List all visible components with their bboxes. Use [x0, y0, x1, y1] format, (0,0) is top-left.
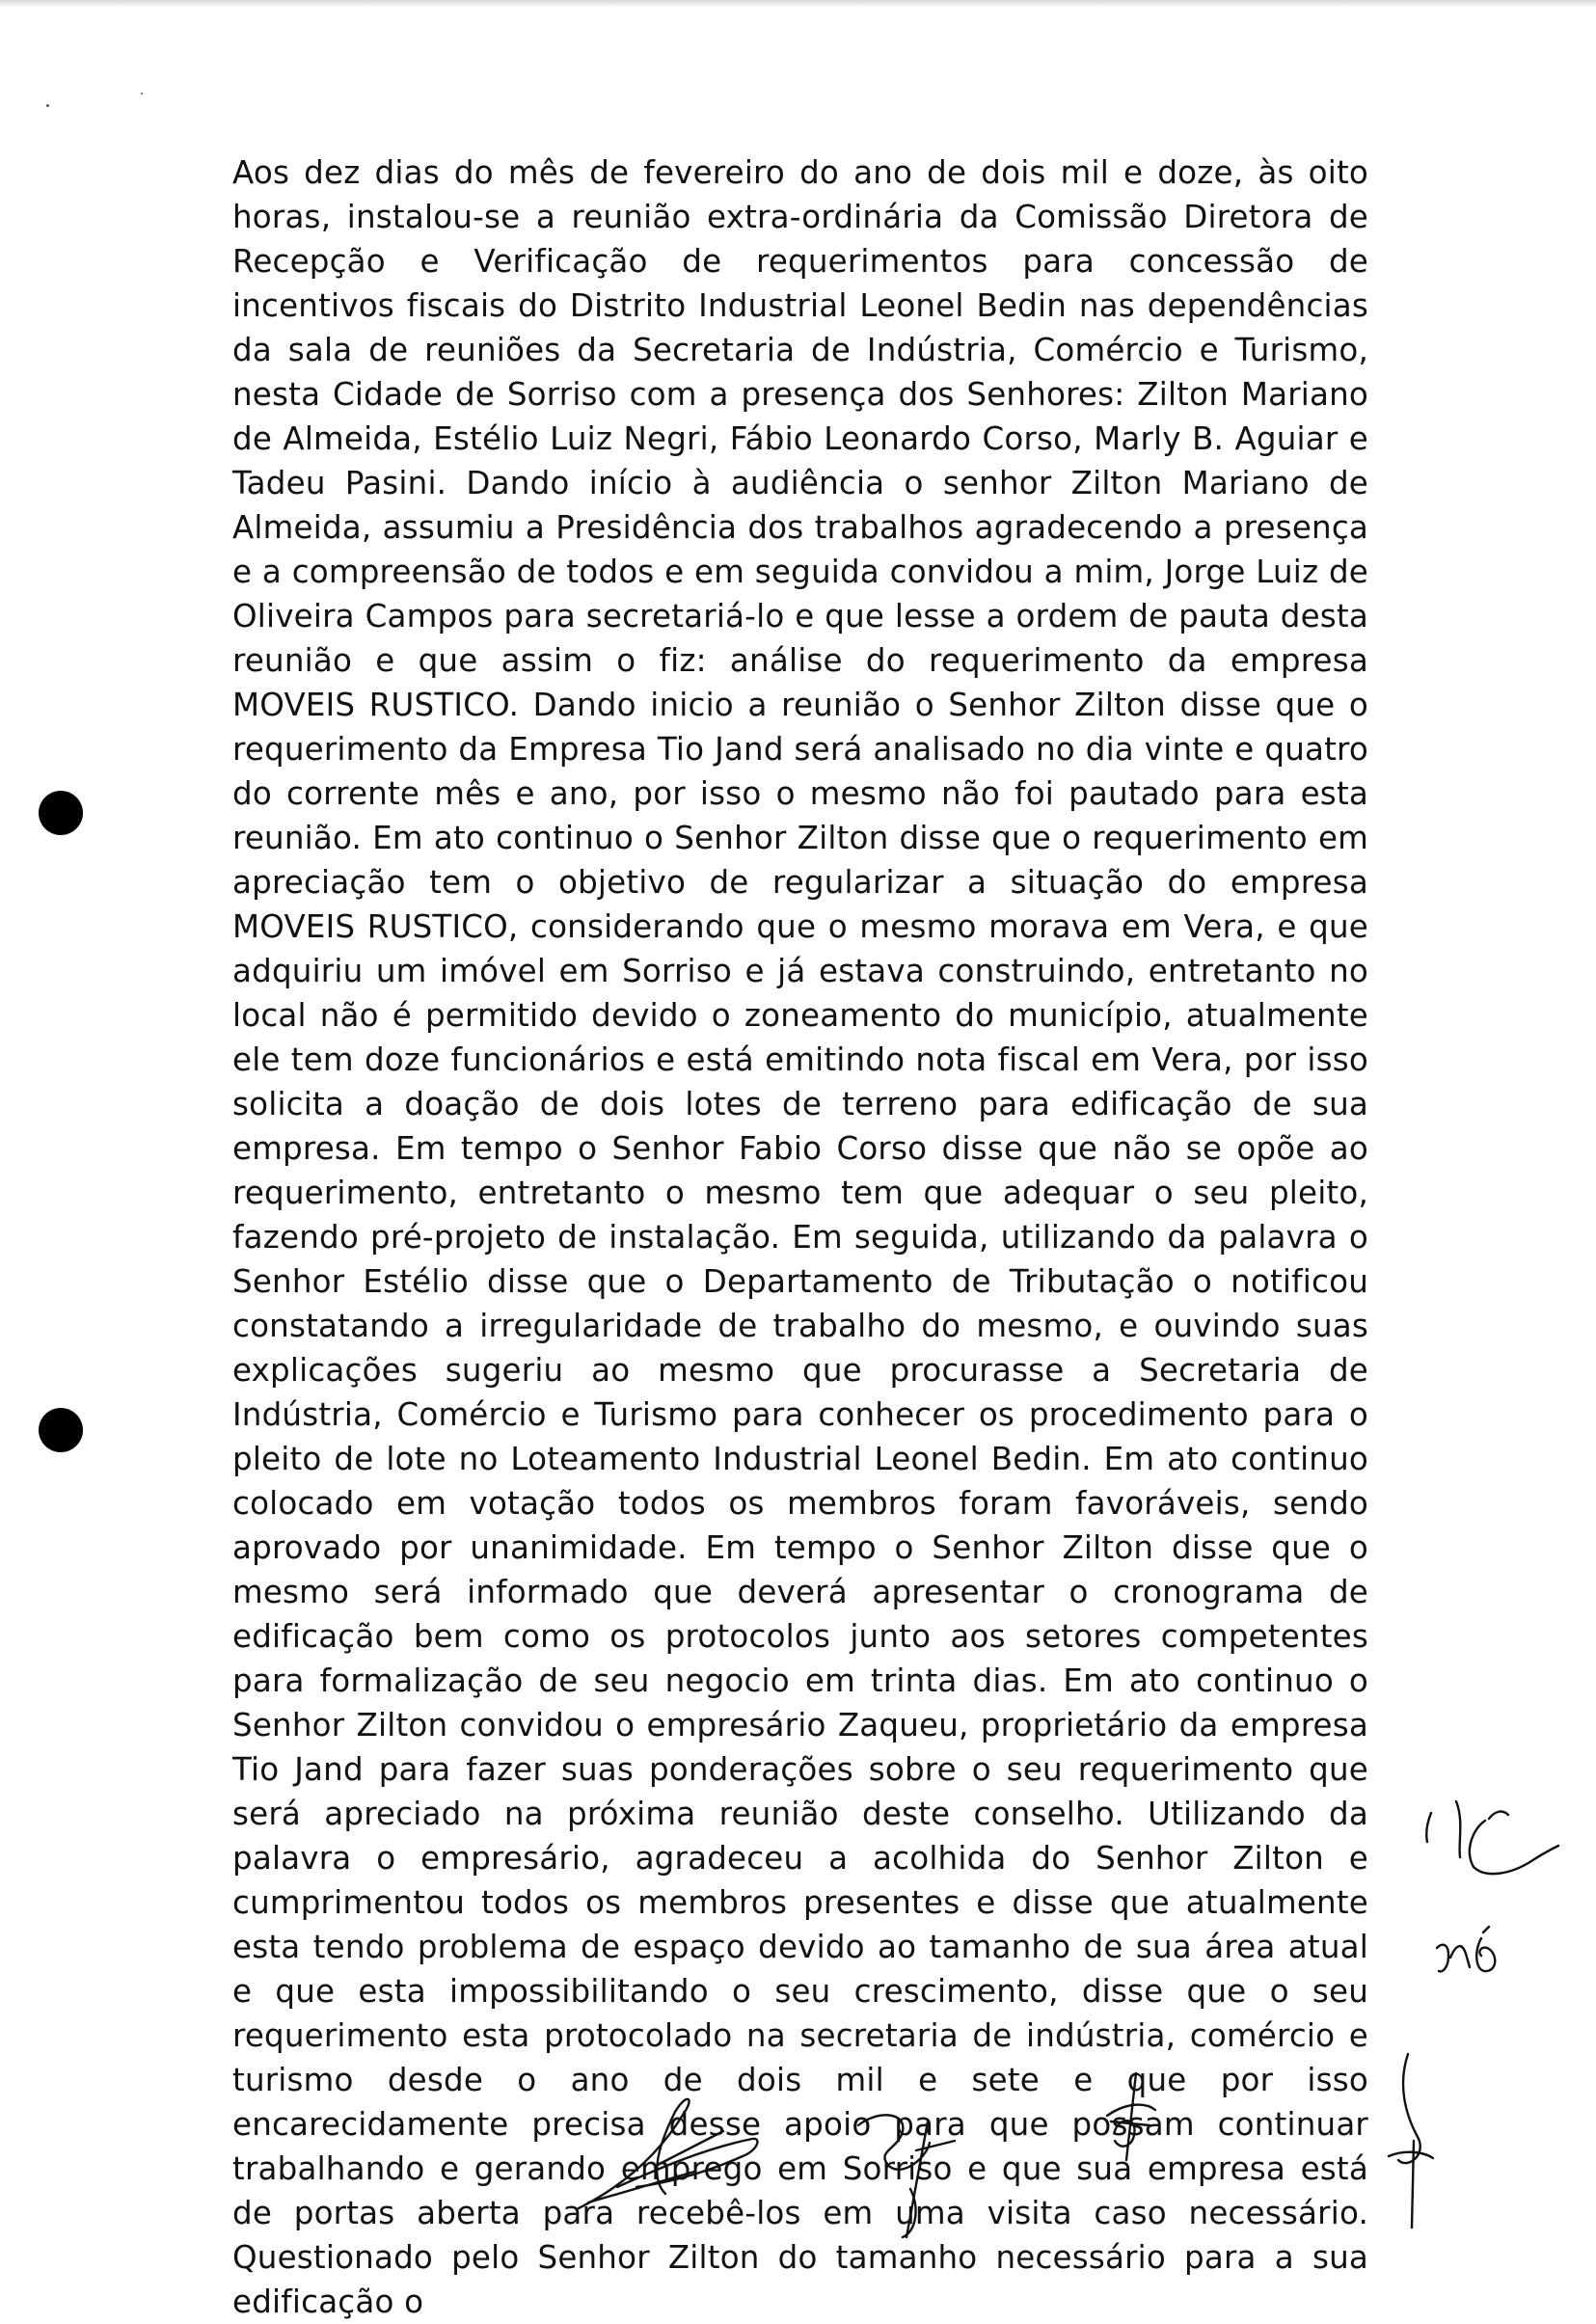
signature-4 — [1369, 2044, 1447, 2237]
scan-edge-shadow — [0, 0, 1596, 8]
minutes-paragraph: Aos dez dias do mês de fevereiro do ano de dois mil e doze, às oito horas, instalou-se a reunião extra-ordinária da Comissão Diretora de Recepção e Verificação de requerimentos para concessão de incentivos fiscais do Distrito Industrial Leonel Bedin nas dependências da sala de reuniões da Secretaria de Indústria, Comércio e Turismo, nesta Cidade de Sorriso com a presença dos Senhores: Zilton Mariano de Almeida, Estélio Luiz Negri, Fábio Leonardo Corso, Marly B. Aguiar e Tadeu Pasini. Dando início à audiência o senhor Zilton Mariano de Almeida, assumiu a Presidência dos trabalhos agradecendo a presença e a compreensão de todos e em seguida convidou a mim, Jorge Luiz de Oliveira Campos para secretariá-lo e que lesse a ordem de pauta desta reunião e que assim o fiz: análise do requerimento da empresa MOVEIS RUSTICO. Dando inicio a reunião o Senhor Zilton disse que o requerimento da Empresa Tio Jand será analisado no dia vinte e quatro do corrente mês e ano, por isso o mesmo não foi pautado para esta reunião. Em ato continuo o Senhor Zilton disse que o requerimento em apreciação tem o objetivo de regularizar a situação do empresa MOVEIS RUSTICO, considerando que o mesmo morava em Vera, e que adquiriu um imóvel em Sorriso e já estava construindo, entretanto no local não é permitido devido o zoneamento do município, atualmente ele tem doze funcionários e está emitindo nota fiscal em Vera, por isso solicita a doação de dois lotes de terreno para edificação de sua empresa. Em tempo o Senhor Fabio Corso disse que não se opõe ao requerimento, entretanto o mesmo tem que adequar o seu pleito, fazendo pré-projeto de instalação. Em seguida, utilizando da palavra o Senhor Estélio disse que o Departamento de Tributação o notificou constatando a irregularidade de trabalho do mesmo, e ouvindo suas explicações sugeriu ao mesmo que procurasse a Secretaria de Indústria, Comércio e Turismo para conhecer os procedimento para o pleito de lote no Loteamento Industrial Leonel Bedin. Em ato continuo colocado em votação todos os membros foram favoráveis, sendo aprovado por unanimidade. Em tempo o Senhor Zilton disse que o mesmo será informado que deverá apresentar o cronograma de edificação bem como os protocolos junto aos setores competentes para formalização de seu negocio em trinta dias. Em ato continuo o Senhor Zilton convidou o empresário Zaqueu, proprietário da empresa Tio Jand para fazer suas ponderações sobre o seu requerimento que será apreciado na próxima reunião deste conselho. Utilizando da palavra o empresário, agradeceu a acolhida do Senhor Zilton e cumprimentou todos os membros presentes e disse que atualmente esta tendo problema de espaço devido ao tamanho de sua área atual e que esta impossibilitando o seu crescimento, disse que o seu requerimento esta protocolado na secretaria de indústria, comércio e turismo desde o ano de dois mil e sete e que por isso encarecidamente precisa desse apoio para que possam continuar trabalhando e gerando emprego em Sorriso e que sua empresa está de portas aberta para recebê-los em uma visita caso necessário. Questionado pelo Senhor Zilton do tamanho necessário para a sua edificação o — [232, 154, 1368, 2320]
punch-hole — [39, 791, 83, 835]
signature-3 — [1088, 2064, 1175, 2179]
initial-2 — [1427, 1919, 1514, 1986]
scan-speck — [141, 93, 143, 95]
initial-1 — [1435, 1782, 1570, 1888]
signature-1 — [559, 2073, 781, 2228]
punch-hole — [39, 1408, 83, 1452]
scan-speck — [46, 104, 49, 107]
signature-5 — [1418, 1794, 1447, 1851]
signature-2 — [849, 2093, 974, 2247]
